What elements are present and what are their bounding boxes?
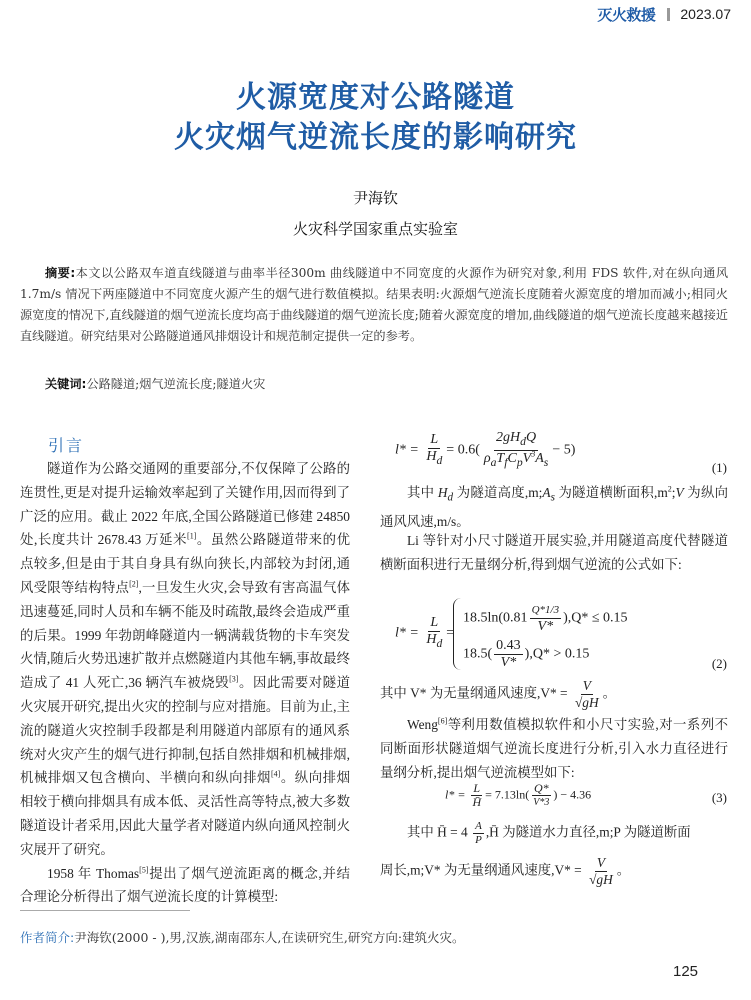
weng-paragraph [380,713,728,785]
eq-text: ),Q* ≤ 0.15 [563,610,628,626]
eq-symbol: 2gH [496,430,521,445]
eq-symbol: Q [526,430,537,445]
fraction [573,678,601,711]
text-run: 等利用数值模拟软件和小尺寸实验,对一系列不同断面形状隧道烟气逆流长度进行分析,引入水力直径进行量纲分析,提出烟气逆流模型如下: [380,717,728,780]
fraction [587,855,615,888]
running-header [597,4,731,24]
eq-subscript: p [516,455,523,469]
keywords-text: 公路隧道;烟气逆流长度;隧道火灾 [86,377,266,391]
fraction [531,782,551,809]
abstract [20,263,728,347]
equation-number-2: (2) [711,656,727,671]
bio-text: 尹海钦(2000 - ),男,汉族,湖南邵东人,在读研究生,研究方向:建筑火灾。 [74,930,465,945]
fraction [424,432,444,469]
eq-symbol: V [522,450,532,466]
eq-symbol: H [426,448,437,464]
intro-paragraph-1 [20,457,350,862]
header-divider [667,8,670,21]
eq2-explanation [380,678,728,711]
text-run: ,一旦发生火灾,会导致有害高温气体迅速蔓延,同时人员和车辆不能及时疏散,最终会造成严重的后果。1999 年勃朗峰隧道内一辆满载货物的卡车突发火情,随后火势迅速扩散并点燃隧道内其他车辆,事故最终造成了 41 人死亡,36 辆汽车被烧毁 [20,579,350,691]
article-title-line-2: 火灾烟气逆流长度的影响研究 [174,120,577,155]
case-brace [453,598,462,670]
equation-number-3: (3) [711,790,727,805]
denominator: √gH [574,695,599,710]
text-run: 其中 H̄ = 4 [407,824,472,840]
eq-symbol: V [675,485,684,500]
eq-text: ) − 4.36 [553,787,592,802]
citation-link[interactable]: [4] [270,769,281,779]
text-run: Weng [407,717,438,732]
eq-subscript: d [436,453,443,467]
superscript: 2 [667,484,672,494]
issue-date: 2023.07 [680,6,731,22]
intro-paragraph-2 [20,862,350,910]
citation-link[interactable]: [5] [139,865,149,875]
page-number: 125 [673,963,699,980]
text-run: 。虽然公路隧道带来的优点较多,但是由于其自身具有纵向狭长,内部较为封闭,通风受限等结构特点 [20,532,350,595]
eq-text: 18.5( [463,646,493,662]
text-run: 其中 [407,485,438,500]
li-paragraph: Li 等针对小尺寸隧道开展实验,并用隧道高度代替隧道横断面积进行无量纲分析,得到烟气逆流的公式如下: [380,533,728,572]
numerator [494,430,538,451]
text-run: 其中 V* 为无量纲通风速度,V* = [380,685,571,701]
eq-subscript: f [504,455,508,469]
eq-symbol: $H_d$ [437,485,454,504]
text-run: ; [671,485,676,500]
text-run: ,H̄ 为隧道水力直径,m;P 为隧道断面 [485,824,691,840]
numerator: L [430,615,439,630]
denominator: √gH [589,872,613,887]
denominator [424,449,444,469]
fraction [494,638,523,671]
denominator: V*3 [533,797,550,808]
fraction [473,820,484,847]
eq-text: − 5) [552,442,576,458]
equation-2-case-2 [463,638,589,671]
text-run: 为隧道高度,m; [453,485,543,500]
text-run: 。 [602,685,617,701]
eq-subscript: d [520,434,526,448]
equation-number-1: (1) [711,460,727,475]
fraction [482,430,550,471]
eq-subscript: a [490,455,497,469]
text-run: 。 [616,862,631,878]
numerator: A [475,820,482,832]
eq-text: = [446,625,455,641]
denominator [482,451,550,471]
keywords [45,375,265,392]
eq-text: = 7.13ln( [485,787,530,802]
numerator: 0.43 [496,638,521,653]
numerator: L [430,431,439,447]
eq-text: l* = [395,625,423,641]
text-run: 提出了烟气逆流距离的概念,并结合理论分析得出了烟气逆流长度的计算模型: [20,865,350,905]
eq-superscript: 3 [531,449,536,459]
eq-text: l* = [395,442,423,458]
equation-1 [395,430,575,471]
numerator: Q*1/3 [530,602,562,619]
citation-link[interactable]: [1] [187,531,197,541]
footnote-divider [20,910,190,911]
citation-link[interactable]: [2] [129,579,139,589]
author-affiliation: 火灾科学国家重点实验室 [292,220,458,238]
eq1-explanation [380,481,728,534]
numerator: Q* [533,781,549,795]
text-run: 1958 年 Thomas [47,865,140,881]
article-title-line-1: 火源宽度对公路隧道 [236,80,515,115]
eq-symbol: C [507,450,517,466]
author-name: 尹海钦 [352,189,398,207]
eq-text: 18.5ln(0.81 [463,610,528,626]
eq-symbol: $A_s$ [542,485,555,504]
keywords-label: 关键词: [45,377,87,391]
equation-3 [445,782,591,809]
author-bio-footnote [20,928,465,946]
fraction [424,615,444,652]
citation-link[interactable]: [3] [229,674,239,684]
numerator: L [473,781,481,795]
eq-text: ),Q* > 0.15 [524,646,590,662]
eq-text: = 0.6( [446,442,480,458]
denominator: H̄ [472,795,482,809]
fraction [530,602,562,635]
text-run: 。因此需要对隧道火灾展开研究,提出火灾的控制与应对措施。目前为止,主流的隧道火灾控制手段都是利用隧道内部原有的通风系统对火灾产生的烟气进行抑制,包括自然排烟和机械排烟,机械排烟又包含横向、半横向和纵向排烟 [20,675,351,786]
denominator: $H_d$ [426,632,443,650]
equation-2-lhs [395,615,454,652]
text-run: 。纵向排烟相较于横向排烟具有成本低、灵活性高等特点,被大多数隧道设计者采用,因此大量学者对隧道内纵向通风控制火灾展开了研究。 [20,770,351,857]
denominator: V* [500,655,517,670]
equation-2-case-1 [463,602,628,635]
text-run: 为纵向通风风速,m/s。 [380,485,728,529]
eq3-explanation [380,820,728,847]
text-run: 周长,m;V* 为无量纲通风速度,V* = [380,862,586,878]
denominator: P [475,834,482,846]
eq-symbol: T [496,450,505,466]
eq3-explanation-cont [380,855,728,888]
section-heading-introduction: 引言 [48,436,85,455]
text-run: 隧道作为公路交通网的重要部分,不仅保障了公路的连贯性,更是对提升运输效率起到了关键作用,因而得到了广泛的应用。截止 2022 年底,全国公路隧道已修建 24850 处,长度共计 2678.43 万延米 [20,461,350,548]
eq-subscript: s [543,455,549,469]
numerator: V [596,855,606,870]
eq-symbol: ρ [483,450,491,466]
citation-link[interactable]: [6] [437,716,448,726]
journal-name: 灭火救援 [597,5,656,24]
eq-symbol: A [535,450,544,466]
fraction [470,782,483,809]
eq-text: l* = [445,787,469,802]
left-column [20,457,350,909]
abstract-label: 摘要: [45,266,76,280]
numerator: V [582,678,591,693]
text-run: 为隧道横断面积,m [554,485,668,500]
bio-label: 作者简介: [20,930,75,945]
abstract-text: 本文以公路双车道直线隧道与曲率半径300m 曲线隧道中不同宽度的火源作为研究对象,利用 FDS 软件,对在纵向通风 1.7m/s 情况下两座隧道中不同宽度火源产生的烟气进行数值模拟。结果表明:火源烟气逆流长度随着火源宽度的增加而减小;相同火源宽度的情况下,直线隧道的烟气逆流长度均高于曲线隧道的烟气逆流长度;随着火源宽度的增加,曲线隧道的烟气逆流长度越来越接近直线隧道。研究结果对公路隧道通风排烟设计和规范制定提供一定的参考。 [20,266,729,343]
denominator: V* [537,619,554,634]
